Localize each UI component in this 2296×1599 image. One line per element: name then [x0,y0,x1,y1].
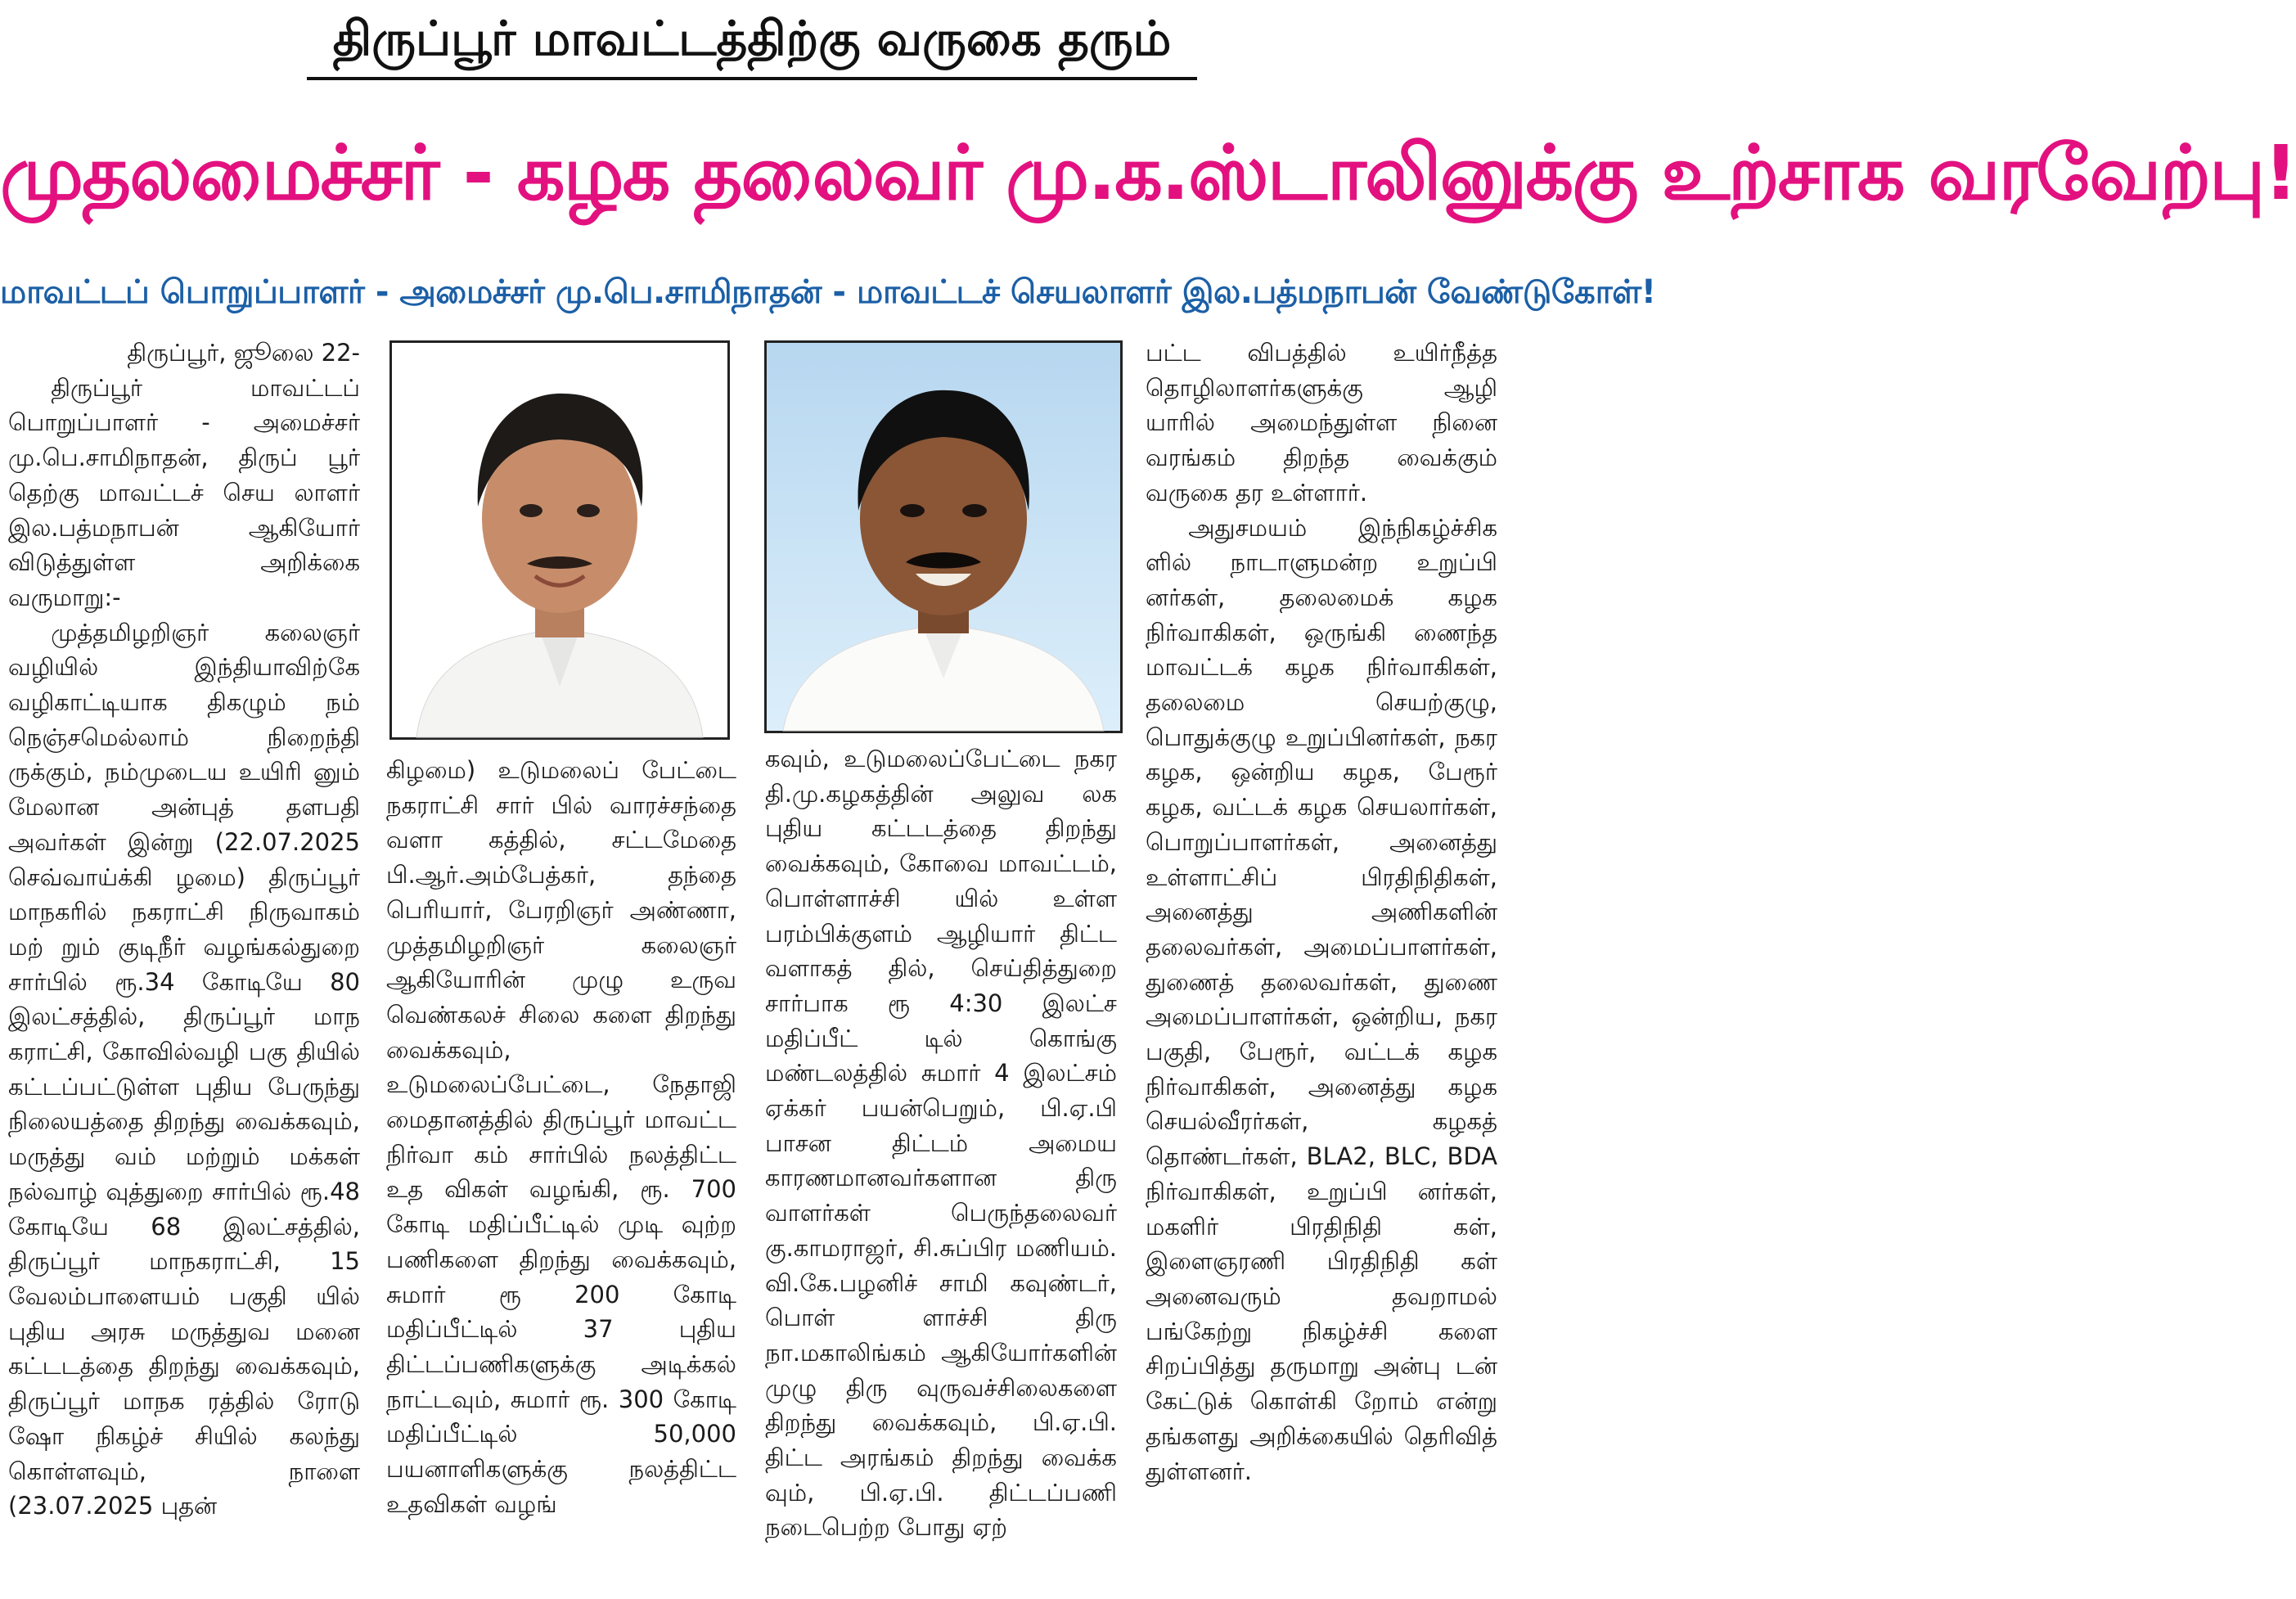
article-intro: திருப்பூர் மாவட்டப் பொறுப்பாளர் - அமைச்சர் மு.பெ.சாமிநாதன், திருப் பூர் தெற்கு மாவட்டச் செய லாளர் இல.பத்மநாபன் ஆகியோர் விடுத்துள்ள அறிக்கை வருமாறு:- [8,373,360,611]
article-column-2 [386,753,736,1596]
kicker-headline: திருப்பூர் மாவட்டத்திற்கு வருகை தரும் [307,7,1197,80]
portrait-photo-right [764,340,1123,733]
article-paragraph: முத்தமிழறிஞர் கலைஞர் வழியில் இந்தியாவிற்கே வழிகாட்டியாக திகழும் நம் நெஞ்சமெல்லாம் நிறைந்தி ருக்கும், நம்முடைய உயிரி னும் மேலான அன்புத் தளபதி அவர்கள் இன்று (22.07.2025 செவ்வாய்க்கி ழமை) திருப்பூர் மாநகரில் நகராட்சி நிருவாகம் மற் றும் குடிநீர் வழங்கல்துறை சார்பில் ரூ.34 கோடியே 80 இலட்சத்தில், திருப்பூர் மாந கராட்சி, கோவில்வழி பகு தியில் கட்டப்பட்டுள்ள புதிய பேருந்து நிலையத்தை திறந்து வைக்கவும், மருத்து வம் மற்றும் மக்கள் நல்வாழ் வுத்துறை சார்பில் ரூ.48 கோடியே 68 இலட்சத்தில், திருப்பூர் மாநகராட்சி, 15 வேலம்பாளையம் பகுதி யில் புதிய அரசு மருத்துவ மனை கட்டடத்தை திறந்து வைக்கவும், திருப்பூர் மாநக ரத்தில் ரோடு ஷோ நிகழ்ச் சியில் கலந்து கொள்ளவும், நாளை (23.07.2025 புதன் [8,618,360,1520]
article-paragraph: அதுசமயம் இந்நிகழ்ச்சிக ளில் நாடாளுமன்ற உறுப்பி னர்கள், தலைமைக் கழக நிர்வாகிகள், ஒருங்கி ணைந்த மாவட்டக் கழக நிர்வாகிகள், தலைமை செயற்குழு, பொதுக்குழு உறுப்பினர்கள், நகர கழக, ஒன்றிய கழக, பேரூர் கழக, வட்டக் கழக செயலார்கள், பொறுப்பாளர்கள், அனைத்து உள்ளாட்சிப் பிரதிநிதிகள், அனைத்து அணிகளின் தலைவர்கள், அமைப்பாளர்கள், துணைத் தலைவர்கள், துணை அமைப்பாளர்கள், ஒன்றிய, நகர பகுதி, பேரூர், வட்டக் கழக நிர்வாகிகள், அனைத்து கழக செயல்வீரர்கள், கழகத் தொண்டர்கள், BLA2, BLC, BDA நிர்வாகிகள், உறுப்பி னர்கள், மகளிர் பிரதிநிதி கள், இளைஞரணி பிரதிநிதி கள் அனைவரும் தவறாமல் பங்கேற்று நிகழ்ச்சி களை சிறப்பித்து தருமாறு அன்பு டன் கேட்டுக் கொள்கி றோம் என்று தங்களது அறிக்கையில் தெரிவித் துள்ளனர். [1146,513,1497,1485]
article-column-4 [1146,336,1497,1596]
portrait-image [392,343,727,737]
article-paragraph: கிழமை) உடுமலைப் பேட்டை நகராட்சி சார் பில் வாரச்சந்தை வளா கத்தில், சட்டமேதை பி.ஆர்.அம்பேத்கர், தந்தை பெரியார், பேரறிஞர் அண்ணா, முத்தமிழறிஞர் கலைஞர் ஆகியோரின் முழு உருவ வெண்கலச் சிலை களை திறந்து வைக்கவும், உடுமலைப்பேட்டை, நேதாஜி மைதானத்தில் திருப்பூர் மாவட்ட நிர்வா கம் சார்பில் நலத்திட்ட உத விகள் வழங்கி, ரூ. 700 கோடி மதிப்பீட்டில் முடி வுற்ற பணிகளை திறந்து வைக்கவும், சுமார் ரூ 200 கோடி மதிப்பீட்டில் 37 புதிய திட்டப்பணிகளுக்கு அடிக்கல் நாட்டவும், சுமார் ரூ. 300 கோடி மதிப்பீட்டில் 50,000 பயனாளிகளுக்கு நலத்திட்ட உதவிகள் வழங் [386,756,736,1518]
article-column-3 [765,741,1117,1596]
article-column-1 [8,336,360,1596]
article-paragraph: பட்ட விபத்தில் உயிர்நீத்த தொழிலாளர்களுக்கு ஆழி யாரில் அமைந்துள்ள நினை வரங்கம் திறந்த வைக்கும் வருகை தர உள்ளார். [1146,339,1497,507]
subheadline: மாவட்டப் பொறுப்பாளர் - அமைச்சர் மு.பெ.சாமிநாதன் - மாவட்டச் செயலாளர் இல.பத்மநாபன் வேண்டுகோள்! [0,273,1656,311]
article-paragraph: கவும், உடுமலைப்பேட்டை நகர தி.மு.கழகத்தின் அலுவ லக புதிய கட்டடத்தை திறந்து வைக்கவும், கோவை மாவட்டம், பொள்ளாச்சி யில் உள்ள பரம்பிக்குளம் ஆழியார் திட்ட வளாகத் தில், செய்தித்துறை சார்பாக ரூ 4:30 இலட்ச மதிப்பீட் டில் கொங்கு மண்டலத்தில் சுமார் 4 இலட்சம் ஏக்கர் பயன்பெறும், பி.ஏ.பி பாசன திட்டம் அமைய காரணமானவர்களான திரு வாளர்கள் பெருந்தலைவர் கு.காமராஜர், சி.சுப்பிர மணியம். வி.கே.பழனிச் சாமி கவுண்டர், பொள் ளாச்சி திரு நா.மகாலிங்கம் ஆகியோர்களின் முழு திரு வுருவச்சிலைகளை திறந்து வைக்கவும், பி.ஏ.பி. திட்ட அரங்கம் திறந்து வைக்க வும், பி.ஏ.பி. திட்டப்பணி நடைபெற்ற போது ஏற் [765,745,1117,1542]
portrait-photo-left [389,340,730,740]
dateline: திருப்பூர், ஜூலை 22- [127,339,360,367]
portrait-image [767,343,1120,731]
main-headline: முதலமைச்சர் - கழக தலைவர் மு.க.ஸ்டாலினுக்கு உற்சாக வரவேற்பு! [0,129,2296,217]
